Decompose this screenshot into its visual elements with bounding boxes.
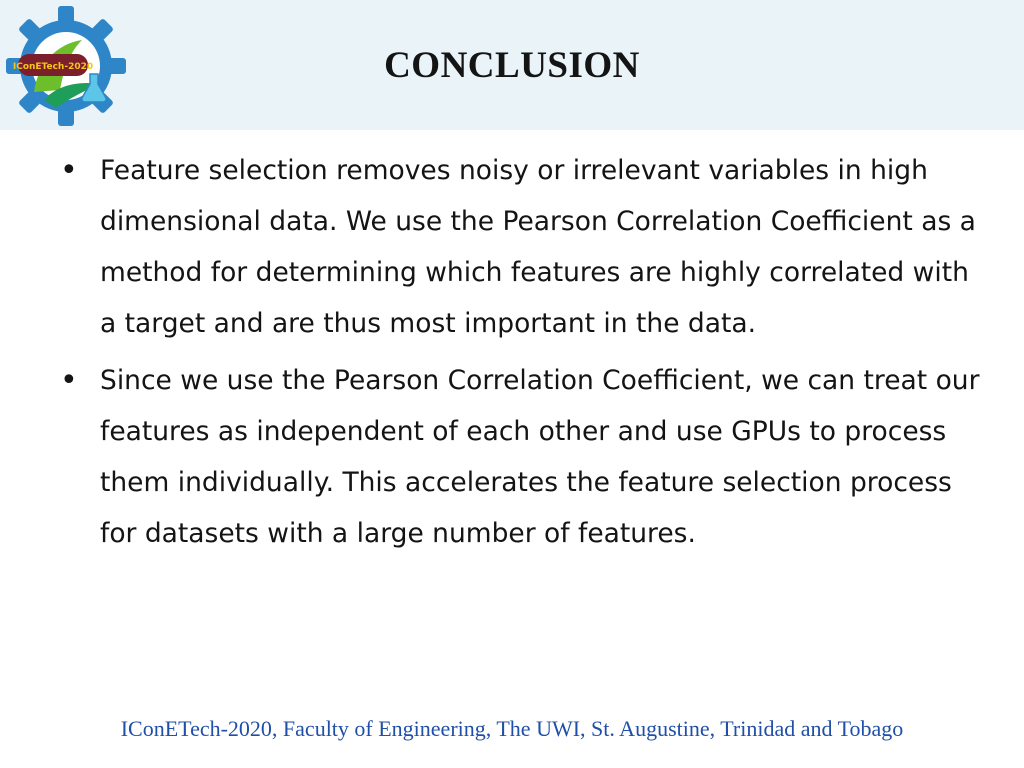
bullet-dot: • xyxy=(60,363,78,398)
bullet-item xyxy=(60,145,990,349)
bullet-dot: • xyxy=(60,153,78,188)
bullet-item xyxy=(60,355,990,559)
bullet-text: Feature selection removes noisy or irrelevant variables in high dimensional data. We use the Pearson Correlation Coefficient as a method for determining which features are highly correlated with a target and are thus most important in the data. xyxy=(100,155,976,339)
footer-text: IConETech-2020, Faculty of Engineering, The UWI, St. Augustine, Trinidad and Tobago xyxy=(120,716,904,741)
slide-header xyxy=(0,0,1024,130)
logo-text: IConETech-2020 xyxy=(12,62,94,72)
page-title: CONCLUSION xyxy=(384,45,640,86)
bullet-list xyxy=(60,145,990,565)
bullet-text: Since we use the Pearson Correlation Coefficient, we can treat our features as independent of each other and use GPUs to process them individually. This accelerates the feature selection process for datasets with a large number of features. xyxy=(100,365,980,549)
